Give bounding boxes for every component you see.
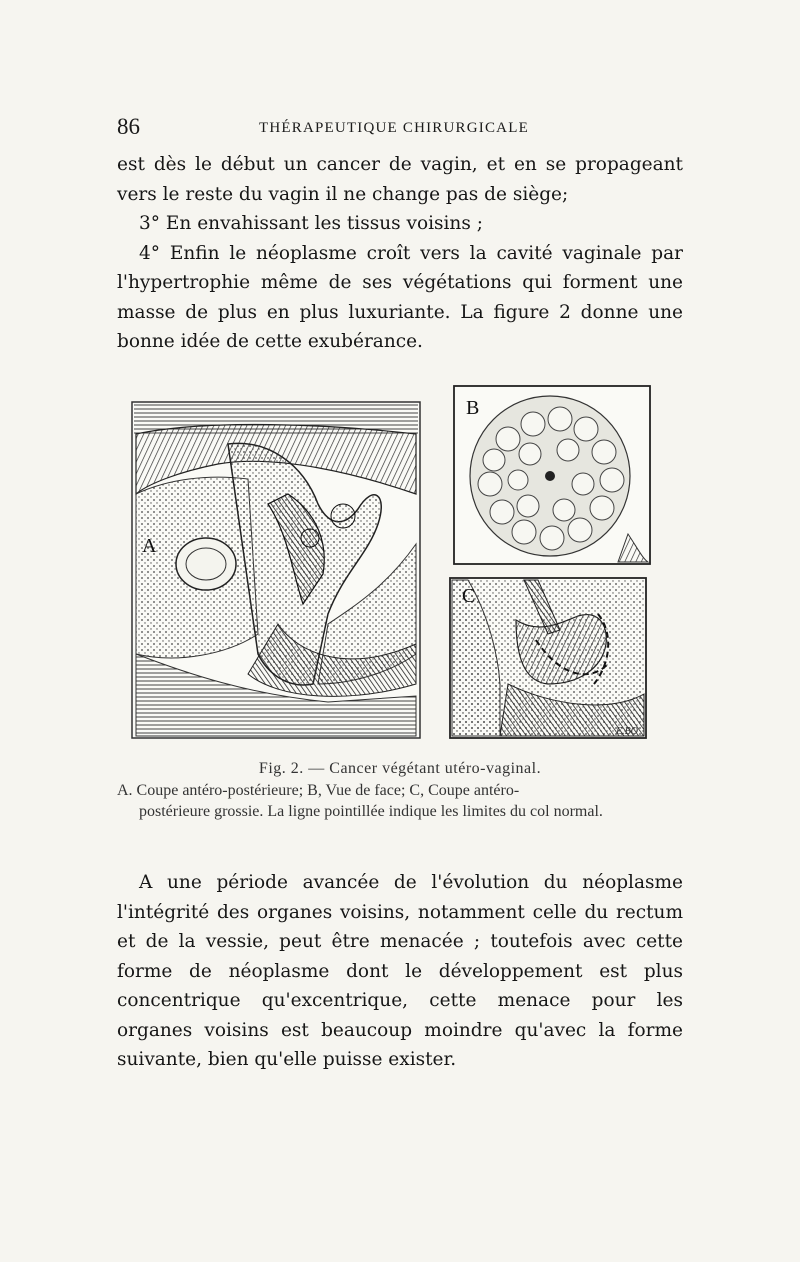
- figure-caption: [117, 758, 683, 823]
- panel-c: [450, 578, 646, 738]
- page-header: [117, 114, 687, 144]
- panel-b-label: B: [466, 397, 480, 419]
- paragraph-continuation: est dès le début un cancer de vagin, et en se propageant vers le reste du vagin il ne change pas de siège;: [117, 154, 683, 205]
- caption-text: [117, 780, 683, 823]
- paragraph-closing: A une période avancée de l'évolution du néoplasme l'intégrité des organes voisins, notamment celle du rectum et de la vessie, peut être menacée ; toutefois avec cette forme de néoplasme dont le développement est plus concentrique qu'excentrique, cette menace pour les organes voisins est beaucoup moindre qu'avec la forme suivante, bien qu'elle puisse exister.: [117, 872, 683, 1070]
- caption-text-first: A. Coupe antéro-postérieure; B, Vue de face; C, Coupe antéro-: [117, 781, 520, 799]
- page-number: 86: [117, 114, 140, 139]
- caption-title: Fig. 2. — Cancer végétant utéro-vaginal.: [258, 760, 542, 777]
- body-text-top: [117, 150, 683, 357]
- paragraph-item-3: 3° En envahissant les tissus voisins ;: [139, 213, 483, 234]
- paragraph-item-4: 4° Enfin le néoplasme croît vers la cavité vaginale par l'hypertrophie même de ses végétations qui forment une masse de plus en plus luxuriante. La figure 2 donne une bonne idée de cette exubérance.: [117, 242, 683, 352]
- panel-b: [454, 386, 650, 564]
- panel-a: [132, 402, 420, 738]
- engraver-mark: E.BO: [616, 726, 638, 737]
- panel-c-label: C: [462, 585, 476, 607]
- figure-2: [128, 384, 656, 756]
- panel-a-label: A: [142, 535, 157, 557]
- caption-text-rest: postérieure grossie. La ligne pointillée indique les limites du col normal.: [139, 803, 603, 820]
- running-title: THÉRAPEUTIQUE CHIRURGICALE: [259, 120, 529, 136]
- body-text-bottom: [117, 868, 683, 1075]
- figure-illustration: [128, 384, 656, 756]
